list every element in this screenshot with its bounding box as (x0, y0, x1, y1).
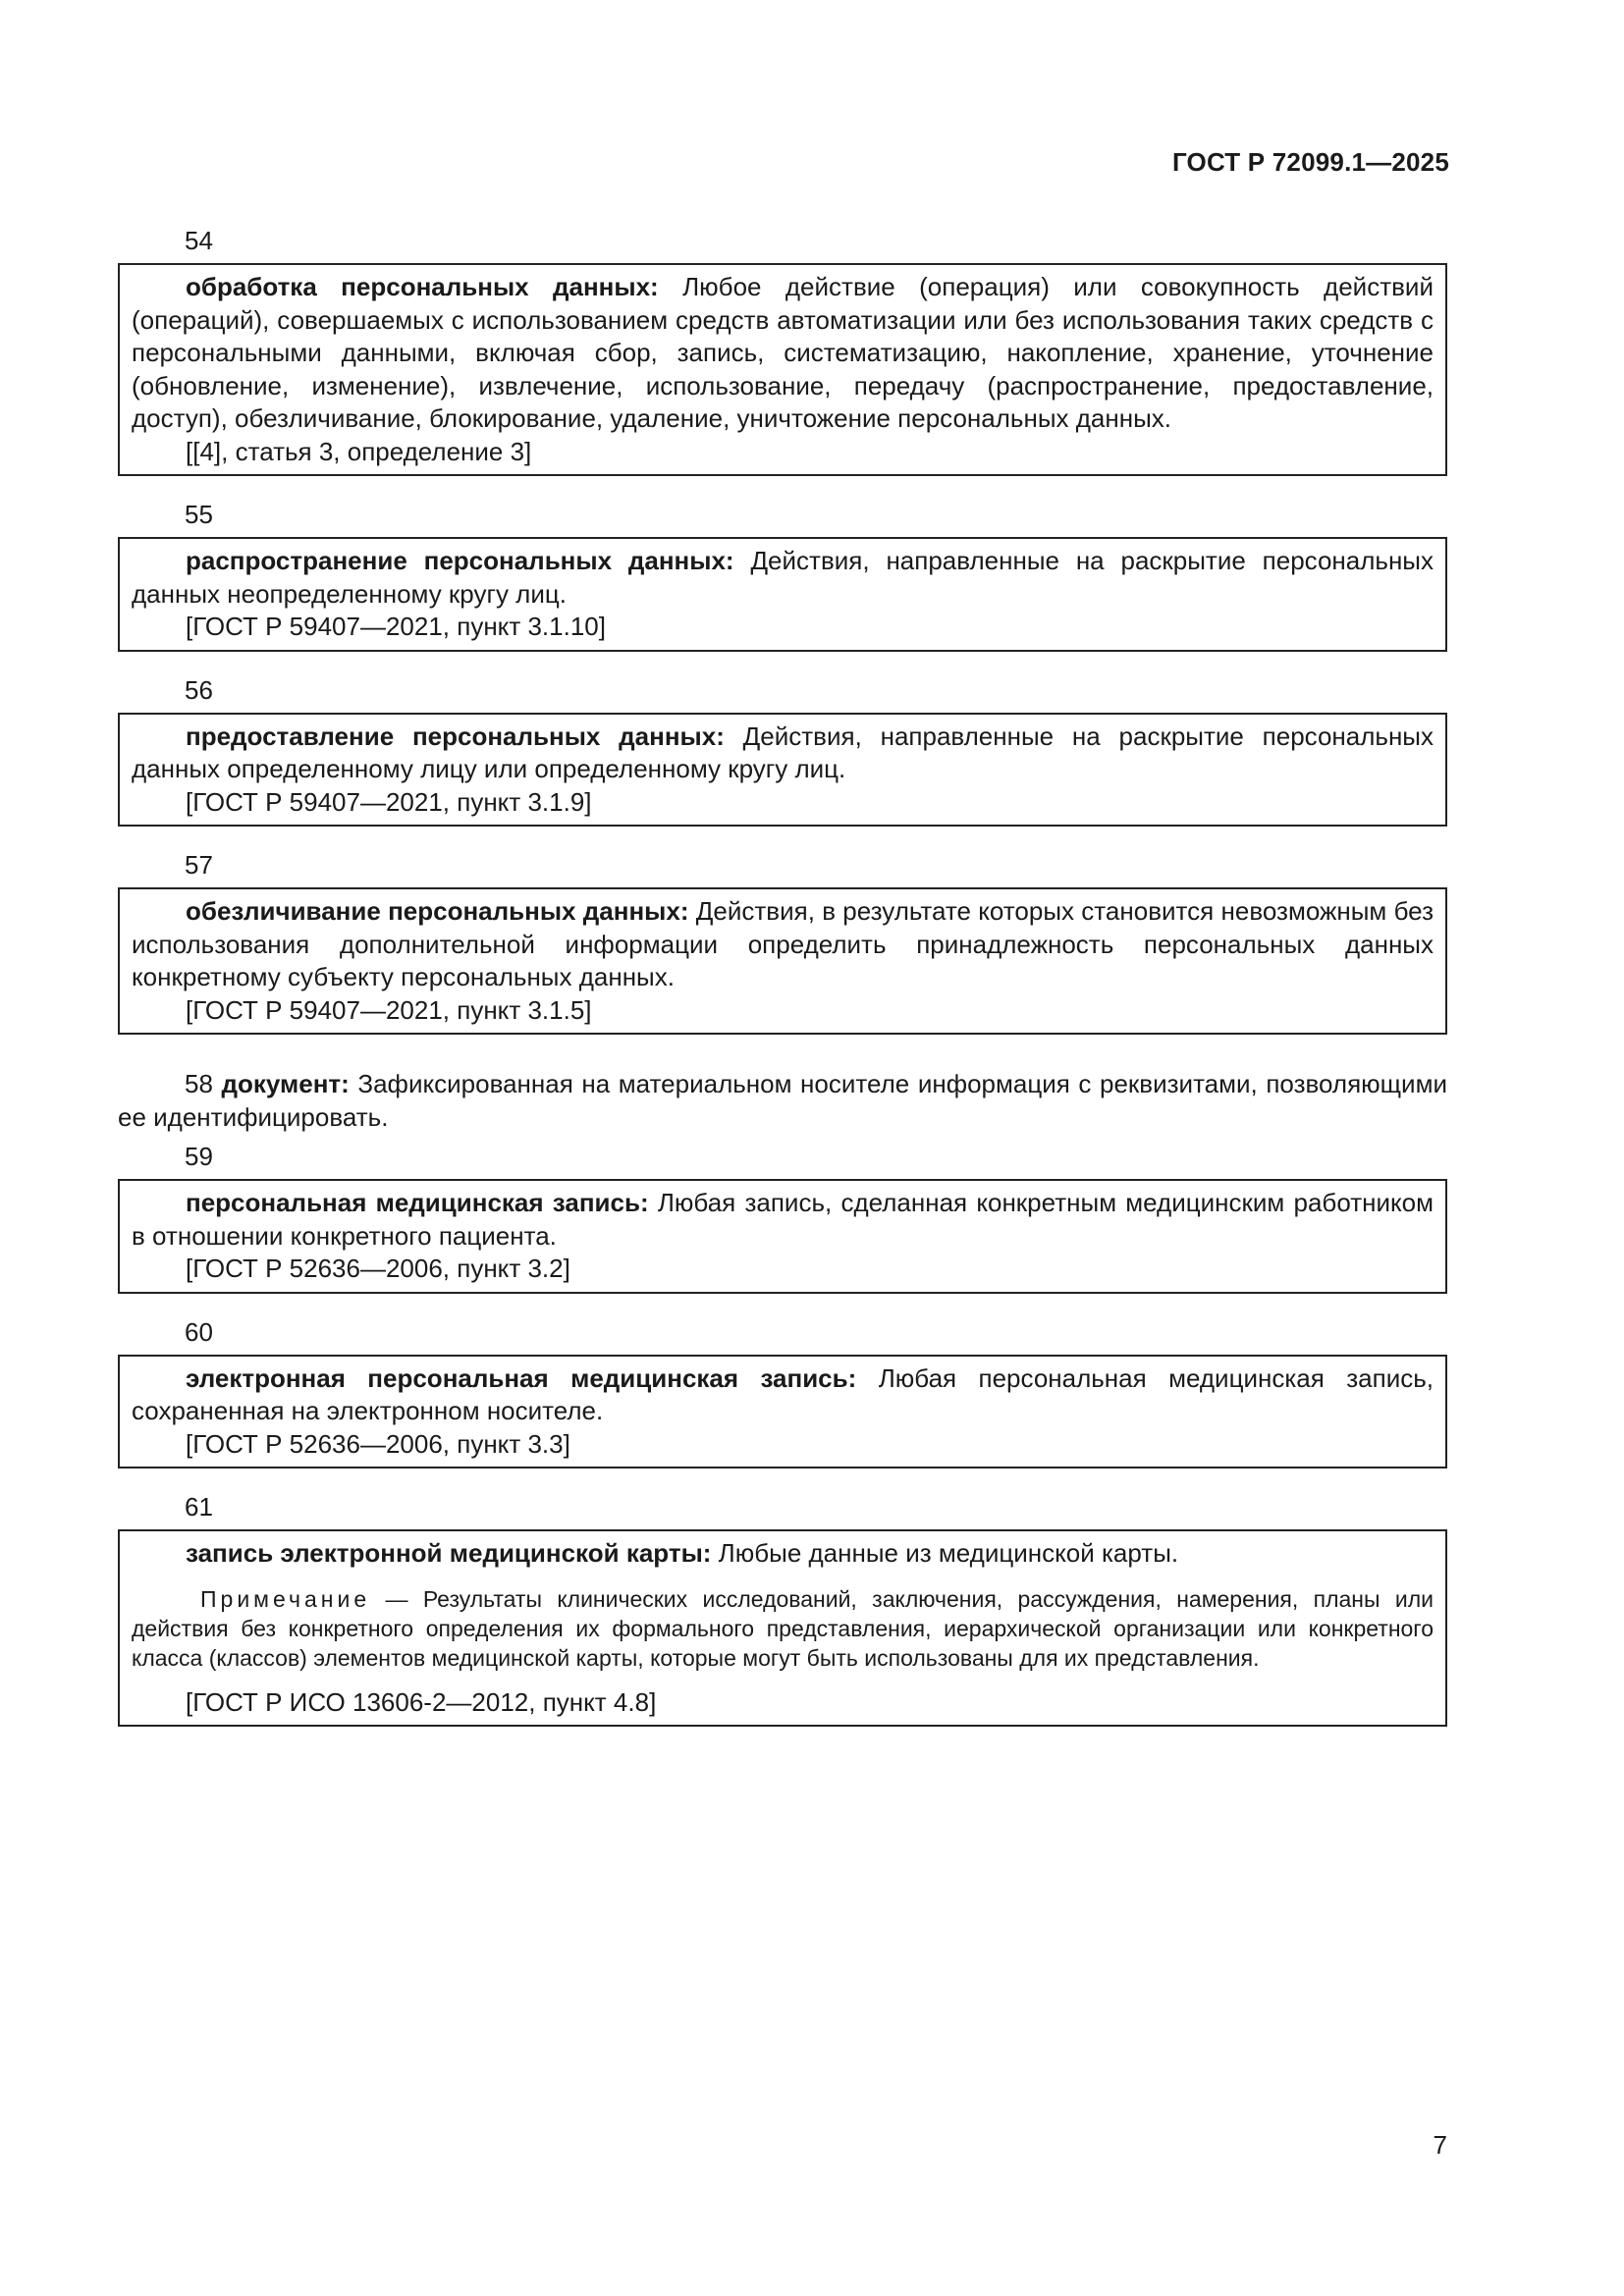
term-name: обработка персональных данных: (186, 272, 659, 301)
terms-list (118, 224, 1447, 1748)
note-label: Примечание (200, 1585, 371, 1612)
term-definition: Любая персональная медицинская запись, сохраненная на электронном носителе. (132, 1362, 1434, 1425)
term-name: обезличивание персональных данных: (186, 896, 689, 926)
term-entry-56 (118, 713, 1447, 828)
term-definition: Действия, направленные на раскрытие персональных данных определенному лицу или определенному кругу лиц. (132, 721, 1434, 783)
term-definition: Любые данные из медицинской карты. (718, 1538, 1179, 1568)
term-name: электронная персональная медицинская запись: (186, 1362, 857, 1393)
term-source: [[4], статья 3, определение 3] (186, 436, 532, 466)
term-entry-58 (118, 1068, 1447, 1134)
term-name: предоставление персональных данных: (186, 721, 725, 751)
term-source: [ГОСТ Р ИСО 13606-2—2012, пункт 4.8] (186, 1686, 657, 1717)
term-note (132, 1584, 1434, 1673)
term-definition: Любое действие (операция) или совокупность действий (операций), совершаемых с использованием средств автоматизации или без использования таких средств с персональными данными, включая сбор, запись, систематизацию, накопление, хранение, уточнение (обновление, изменение), извлечение, использование, передачу (распространение, предоставление, доступ), обезличивание, блокирование, удаление, уничтожение персональных данных. (132, 272, 1434, 433)
term-entry-60 (118, 1355, 1447, 1469)
term-definition: Действия, в результате которых становится невозможным без использования дополнительной информации определить принадлежность персональных данных конкретному субъекту персональных данных. (132, 896, 1434, 991)
term-number: 58 (185, 1069, 213, 1098)
term-source: [ГОСТ Р 52636—2006, пункт 3.3] (186, 1428, 570, 1459)
term-entry-55 (118, 537, 1447, 652)
term-number: 60 (185, 1316, 213, 1347)
term-definition: Зафиксированная на материальном носителе информация с реквизитами, позволяющими ее идентифицировать. (118, 1069, 1447, 1132)
term-source: [ГОСТ Р 59407—2021, пункт 3.1.10] (186, 612, 606, 641)
note-text: — Результаты клинических исследований, заключения, рассуждения, намерения, планы или действия без конкретного определения их формального представления, иерархической организации или конкретного класса (классов) элементов медицинской карты, которые могут быть использованы для их представления. (132, 1585, 1434, 1671)
page-number: 7 (1433, 2130, 1447, 2160)
term-entry-61 (118, 1529, 1447, 1727)
term-number: 56 (185, 674, 213, 705)
term-entry-59 (118, 1179, 1447, 1294)
term-source: [ГОСТ Р 52636—2006, пункт 3.2] (186, 1254, 570, 1283)
term-source: [ГОСТ Р 59407—2021, пункт 3.1.9] (186, 786, 592, 817)
term-entry-54 (118, 263, 1447, 476)
term-number: 54 (185, 226, 213, 255)
term-name: запись электронной медицинской карты: (186, 1538, 712, 1568)
document-header: ГОСТ Р 72099.1—2025 (1171, 147, 1449, 177)
term-number: 59 (185, 1142, 213, 1171)
term-name: документ: (221, 1069, 350, 1098)
term-source: [ГОСТ Р 59407—2021, пункт 3.1.5] (186, 994, 592, 1025)
term-number: 57 (185, 850, 213, 880)
term-definition: Любая запись, сделанная конкретным медицинским работником в отношении конкретного пациента. (132, 1188, 1435, 1251)
term-name: персональная медицинская запись: (186, 1188, 649, 1217)
term-number: 55 (185, 500, 213, 529)
term-number: 61 (185, 1492, 213, 1522)
term-definition: Действия, направленные на раскрытие персональных данных неопределенному кругу лиц. (132, 546, 1434, 609)
term-name: распространение персональных данных: (186, 546, 734, 575)
term-entry-57 (118, 887, 1447, 1035)
